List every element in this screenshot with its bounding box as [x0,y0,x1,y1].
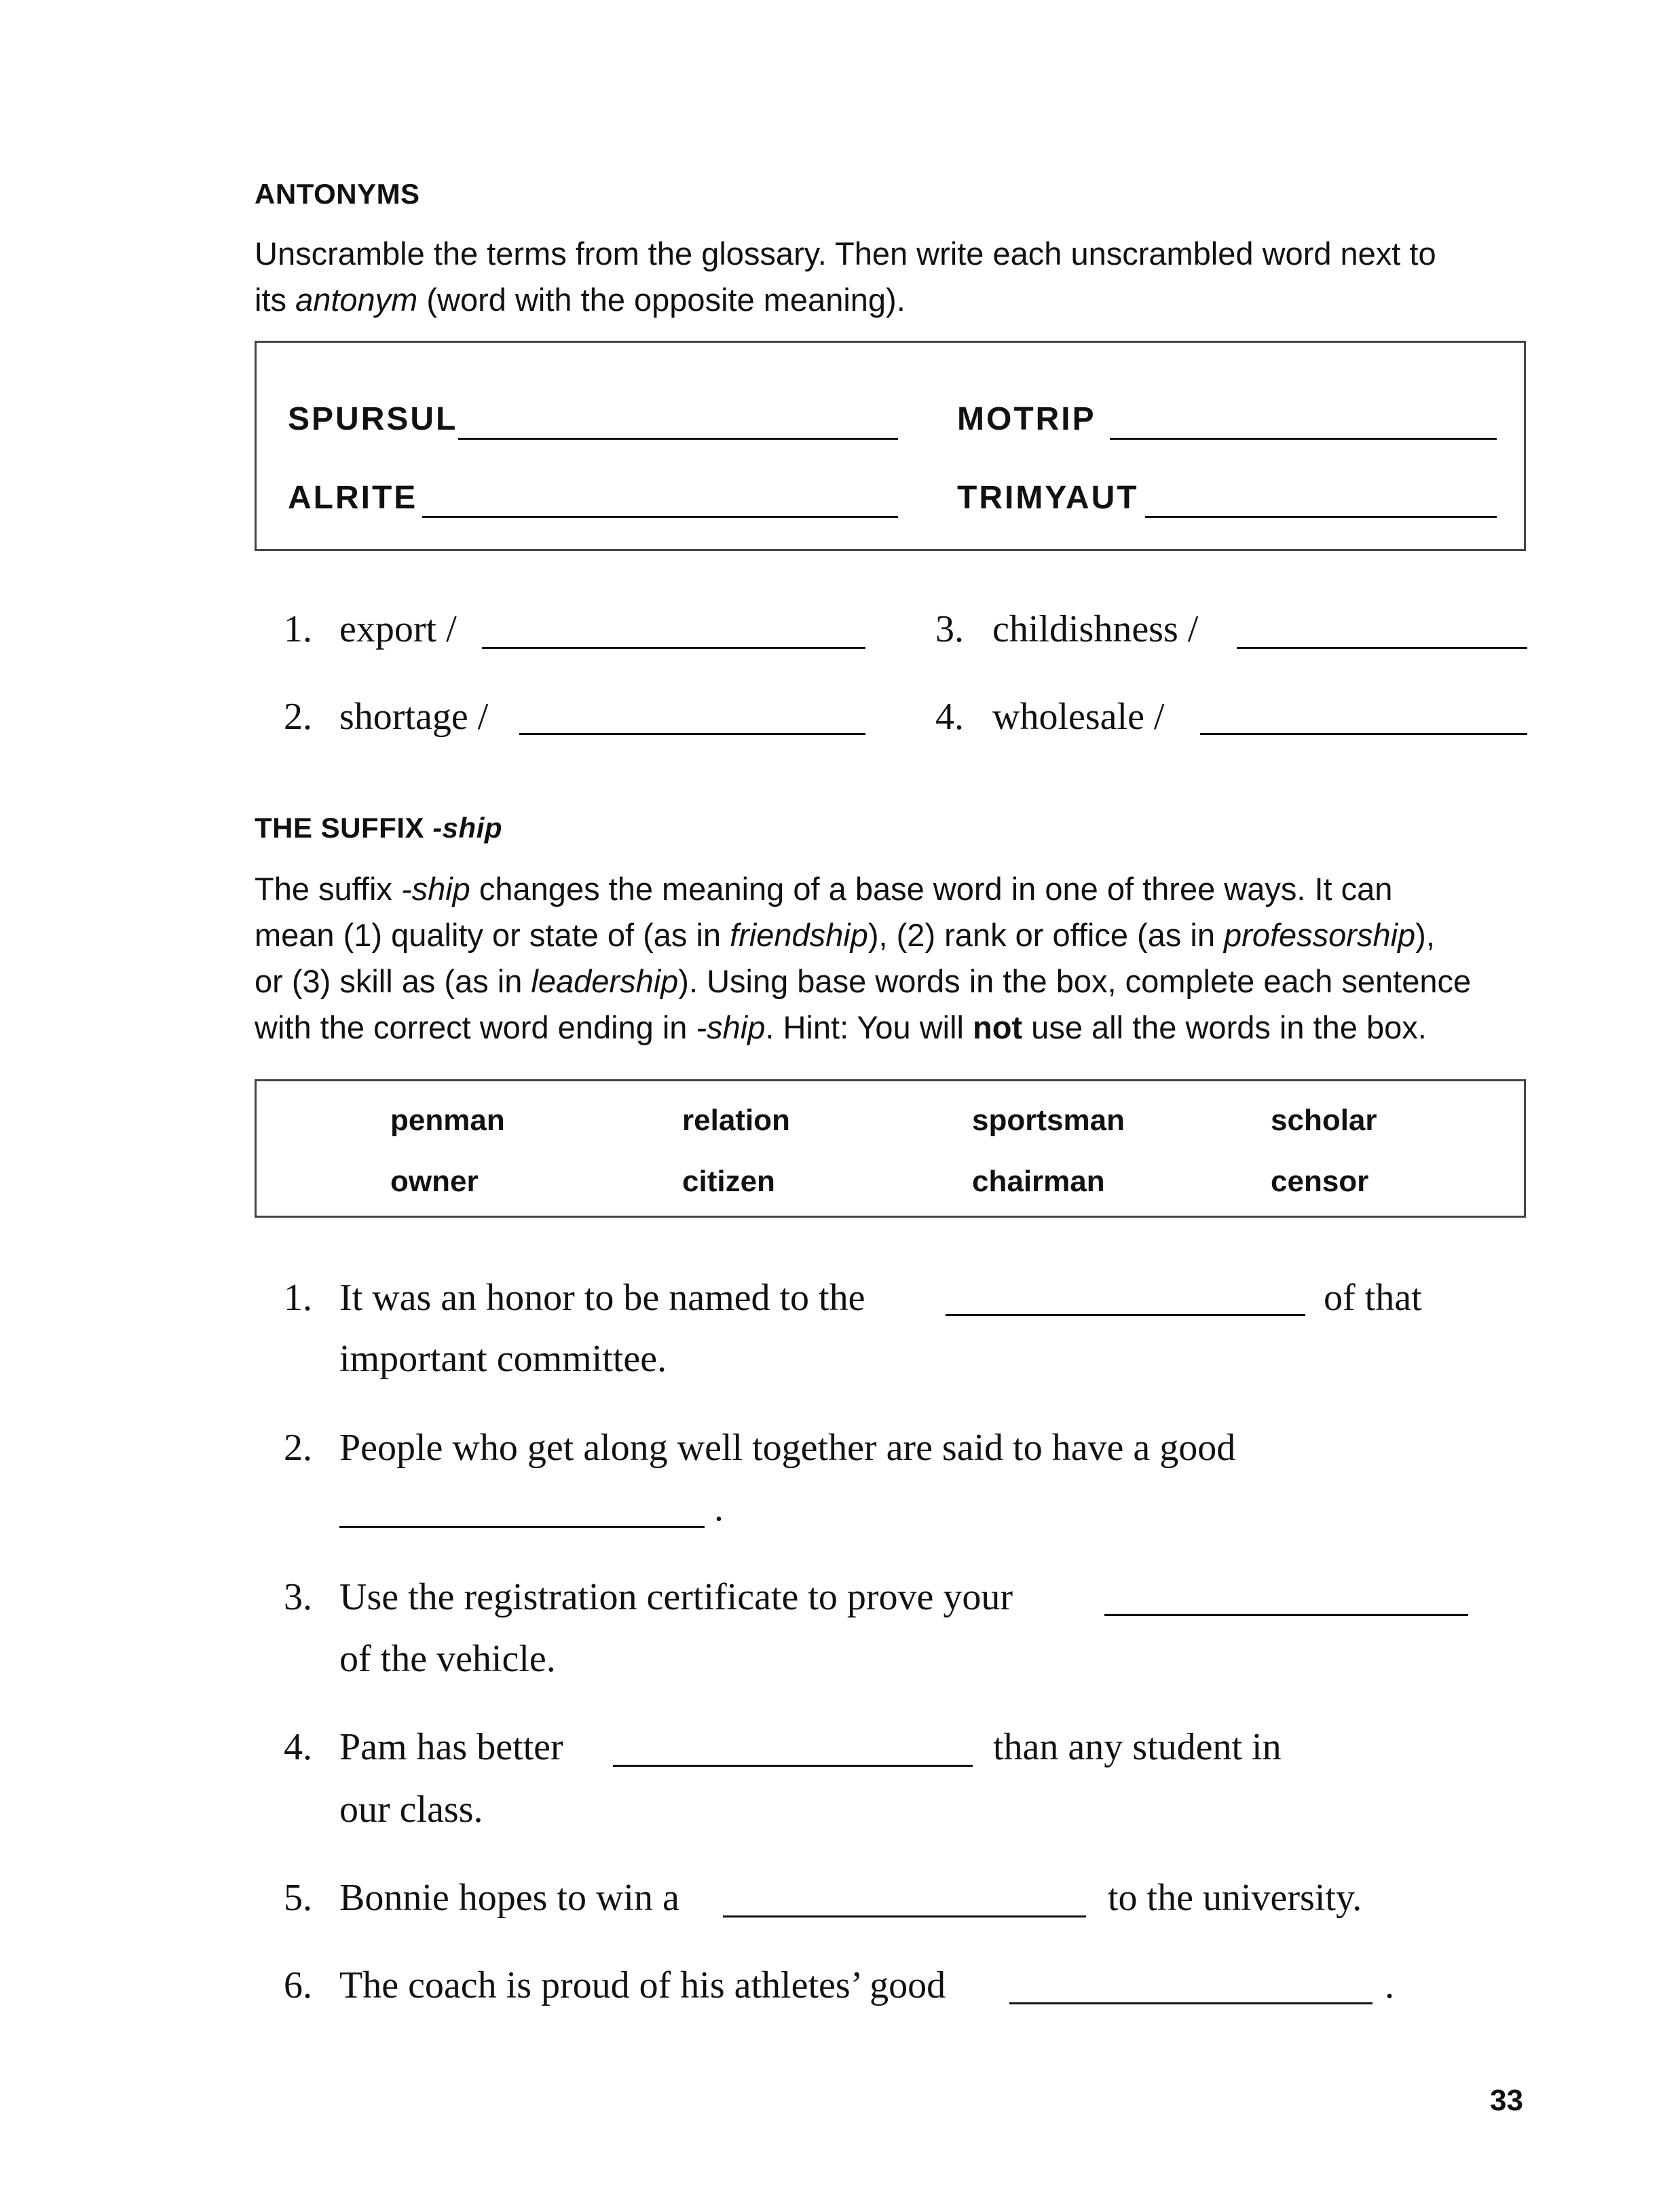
sentence-text: of the vehicle. [339,1638,556,1680]
sentence-text: Pam has better [339,1726,563,1768]
sentence-number: 4. [284,1726,312,1768]
suffix-line-2: mean (1) quality or state of (as in friendship), (2) rank or office (as in professorship), [255,917,1435,953]
base-word: owner [390,1165,479,1198]
base-word: citizen [682,1165,775,1198]
antonyms-instructions [255,231,1436,323]
answer-line[interactable] [482,647,865,649]
sentence-text: It was an honor to be named to the [339,1277,865,1319]
scrambled-word: SPURSUL [288,401,458,437]
answer-line[interactable] [723,1915,1086,1917]
base-word: sportsman [972,1104,1125,1137]
page-number: 33 [1490,2084,1523,2117]
scrambled-word: TRIMYAUT [957,480,1139,516]
answer-line[interactable] [1145,516,1497,518]
sentence-number: 6. [284,1964,312,2006]
item-number: 4. [935,696,964,738]
base-word: relation [682,1104,790,1137]
sentence-text: of that [1324,1277,1422,1319]
sentence-text: than any student in [993,1726,1282,1768]
sentence-number: 1. [284,1277,312,1319]
antonym-item: shortage / [339,696,489,738]
instruction-line-2: its antonym (word with the opposite meaning). [255,282,906,318]
sentence-text: . [714,1487,724,1529]
answer-line[interactable] [1200,733,1527,735]
answer-line[interactable] [422,516,898,518]
base-word: scholar [1271,1104,1377,1137]
answer-line[interactable] [1110,438,1497,440]
item-number: 1. [284,608,312,650]
answer-line[interactable] [458,438,898,440]
suffix-instructions [255,866,1471,1051]
sentence-number: 3. [284,1576,312,1618]
answer-line[interactable] [946,1314,1305,1316]
suffix-line-3: or (3) skill as (as in leadership). Using base words in the box, complete each sentence [255,963,1472,999]
answer-line[interactable] [1009,2002,1373,2004]
answer-line[interactable] [339,1526,705,1528]
antonym-item: export / [339,608,457,650]
sentence-text: People who get along well together are said to have a good [339,1427,1236,1469]
answer-line[interactable] [1104,1614,1468,1616]
scrambled-words-box [255,341,1526,551]
sentence-text: Bonnie hopes to win a [339,1877,679,1919]
suffix-line-1: The suffix -ship changes the meaning of a base word in one of three ways. It can [255,871,1393,907]
suffix-line-4: with the correct word ending in -ship. Hint: You will not use all the words in the box. [255,1009,1427,1045]
sentence-number: 2. [284,1427,312,1469]
sentence-text: The coach is proud of his athletes’ good [339,1964,946,2006]
scrambled-word: MOTRIP [957,401,1096,437]
antonyms-heading: ANTONYMS [255,178,420,210]
base-word: censor [1271,1165,1369,1198]
sentence-text: to the university. [1108,1877,1362,1919]
answer-line[interactable] [1237,647,1527,649]
scrambled-word: ALRITE [288,480,418,516]
item-number: 2. [284,696,312,738]
sentence-text: Use the registration certificate to prove your [339,1576,1013,1618]
sentence-text: important committee. [339,1338,667,1380]
suffix-heading: THE SUFFIX -ship [255,812,503,844]
base-word: chairman [972,1165,1105,1198]
antonym-item: childishness / [992,608,1199,650]
sentence-text: . [1385,1964,1394,2006]
sentence-text: our class. [339,1789,483,1831]
antonym-item: wholesale / [992,696,1165,738]
instruction-line-1: Unscramble the terms from the glossary. Then write each unscrambled word next to [255,236,1436,272]
item-number: 3. [935,608,964,650]
base-word: penman [390,1104,505,1137]
answer-line[interactable] [519,733,865,735]
answer-line[interactable] [613,1765,973,1767]
sentence-number: 5. [284,1877,312,1919]
